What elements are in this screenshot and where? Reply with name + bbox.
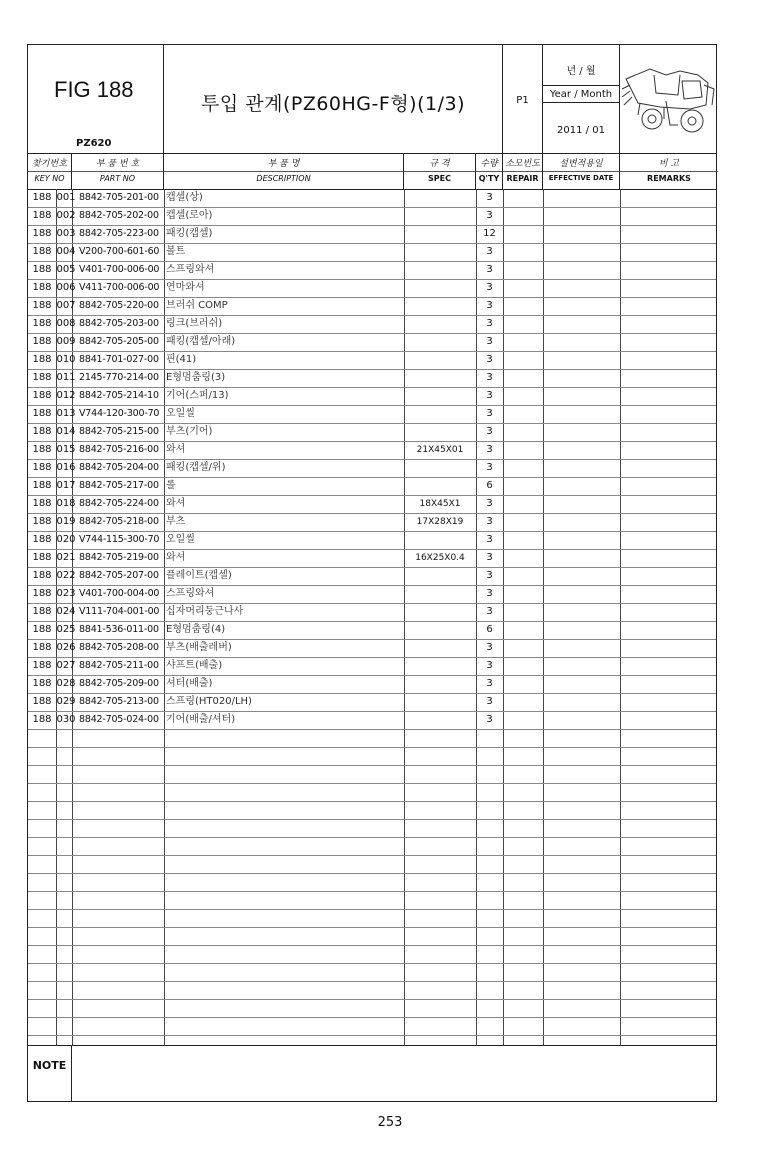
part-no-cell: V200-700-601-60 — [79, 246, 160, 257]
qty-cell: 3 — [486, 318, 493, 329]
col-remarks — [620, 153, 718, 189]
table-row — [28, 693, 716, 712]
table-row — [28, 315, 716, 334]
empty-row — [28, 963, 716, 982]
empty-row — [28, 909, 716, 928]
col-repair — [503, 153, 543, 189]
description-cell: E형멈춤링(4) — [166, 624, 226, 635]
spec-cell: 21X45X01 — [416, 445, 464, 455]
spec-cell — [405, 279, 475, 297]
part-no-cell: 8842-705-202-00 — [79, 210, 159, 221]
figure-number: FIG 188 — [54, 77, 134, 102]
empty-row — [28, 855, 716, 874]
spec-cell — [405, 675, 475, 693]
table-row — [28, 513, 716, 532]
description-cell: 스프링(HT020/LH) — [166, 696, 252, 707]
col-part — [72, 153, 164, 189]
item-no-cell: 030 — [56, 714, 76, 725]
table-row — [28, 423, 716, 442]
qty-cell: 3 — [486, 714, 493, 725]
key-no-cell: 188 — [32, 534, 52, 545]
key-no-cell: 188 — [32, 570, 52, 581]
description-cell: 롤 — [166, 480, 176, 491]
qty-cell: 3 — [486, 552, 493, 563]
qty-cell: 3 — [486, 498, 493, 509]
col-repair-en: REPAIR — [506, 174, 539, 183]
part-no-cell: 8842-705-207-00 — [79, 570, 159, 581]
key-no-cell: 188 — [32, 264, 52, 275]
empty-row — [28, 945, 716, 964]
note-section — [28, 1045, 716, 1102]
qty-cell: 3 — [486, 462, 493, 473]
qty-cell: 3 — [486, 372, 493, 383]
item-no-cell: 002 — [56, 210, 76, 221]
key-no-cell: 188 — [32, 642, 52, 653]
table-row — [28, 351, 716, 370]
spec-cell — [405, 189, 475, 207]
part-no-cell: 8842-705-205-00 — [79, 336, 159, 347]
page-title: 투입 관계(PZ60HG-F형)(1/3) — [201, 93, 465, 115]
part-no-cell: 8841-701-027-00 — [79, 354, 159, 365]
item-no-cell: 025 — [56, 624, 76, 635]
part-no-cell: 8842-705-209-00 — [79, 678, 159, 689]
empty-row — [28, 819, 716, 838]
key-no-cell: 188 — [32, 210, 52, 221]
col-spec-en: SPEC — [428, 174, 451, 183]
description-cell: 와셔 — [166, 552, 186, 563]
part-no-cell: 8842-705-213-00 — [79, 696, 159, 707]
key-no-cell: 188 — [32, 372, 52, 383]
key-no-cell: 188 — [32, 336, 52, 347]
description-cell: 링크(브러쉬) — [166, 318, 223, 329]
spec-cell: 16X25X0.4 — [415, 553, 465, 563]
table-row — [28, 639, 716, 658]
table-row — [28, 243, 716, 262]
qty-cell: 3 — [486, 606, 493, 617]
description-cell: 십자머리둥근나사 — [166, 606, 244, 617]
empty-row — [28, 927, 716, 946]
qty-cell: 3 — [486, 390, 493, 401]
description-cell: 기어(배출/셔터) — [166, 714, 236, 725]
qty-cell: 3 — [486, 354, 493, 365]
col-remarks-en: REMARKS — [647, 174, 691, 183]
description-cell: 패킹(캡셀/위) — [166, 462, 226, 473]
description-cell: 캡셀(로아) — [166, 210, 213, 221]
qty-cell: 3 — [486, 570, 493, 581]
part-no-cell: 8842-705-024-00 — [79, 714, 159, 725]
qty-cell: 3 — [486, 660, 493, 671]
table-row — [28, 405, 716, 424]
spec-cell — [405, 315, 475, 333]
spec-cell — [405, 423, 475, 441]
col-part-en: PART NO — [99, 174, 136, 183]
empty-row — [28, 783, 716, 802]
table-row — [28, 387, 716, 406]
col-spec-ko: 규 격 — [429, 159, 450, 169]
item-no-cell: 026 — [56, 642, 76, 653]
empty-row — [28, 1017, 716, 1036]
table-row — [28, 279, 716, 298]
spec-cell — [405, 639, 475, 657]
date-label-ko: 년 / 월 — [566, 66, 596, 77]
item-no-cell: 018 — [56, 498, 76, 509]
part-no-cell: 8841-536-011-00 — [79, 624, 159, 635]
key-no-cell: 188 — [32, 318, 52, 329]
title-cell — [164, 45, 503, 153]
qty-cell: 3 — [486, 588, 493, 599]
part-no-cell: 8842-705-218-00 — [79, 516, 159, 527]
description-cell: 패킹(캡셀) — [166, 228, 213, 239]
item-no-cell: 011 — [56, 372, 76, 383]
key-no-cell: 188 — [32, 624, 52, 635]
table-row — [28, 549, 716, 568]
item-no-cell: 019 — [56, 516, 76, 527]
col-desc-en: DESCRIPTION — [256, 174, 311, 183]
date-value: 2011 / 01 — [557, 125, 605, 136]
empty-row — [28, 999, 716, 1018]
description-cell: 오일씰 — [166, 534, 195, 545]
key-no-cell: 188 — [32, 228, 52, 239]
key-no-cell: 188 — [32, 390, 52, 401]
empty-row — [28, 981, 716, 1000]
qty-cell: 3 — [486, 444, 493, 455]
spec-cell — [405, 657, 475, 675]
spec-cell — [405, 297, 475, 315]
spec-cell — [405, 333, 475, 351]
model-name: PZ620 — [76, 138, 112, 149]
sheet-page: P1 — [516, 95, 529, 106]
spec-cell: 17X28X19 — [416, 517, 464, 527]
spec-cell — [405, 405, 475, 423]
spec-cell — [405, 261, 475, 279]
key-no-cell: 188 — [32, 300, 52, 311]
key-no-cell: 188 — [32, 588, 52, 599]
spec-cell — [405, 207, 475, 225]
qty-cell: 12 — [483, 228, 496, 239]
table-row — [28, 261, 716, 280]
key-no-cell: 188 — [32, 606, 52, 617]
item-no-cell: 015 — [56, 444, 76, 455]
empty-row — [28, 891, 716, 910]
item-no-cell: 005 — [56, 264, 76, 275]
key-no-cell: 188 — [32, 444, 52, 455]
spec-cell — [405, 351, 475, 369]
table-row — [28, 711, 716, 730]
item-no-cell: 020 — [56, 534, 76, 545]
key-no-cell: 188 — [32, 498, 52, 509]
table-row — [28, 225, 716, 244]
table-row — [28, 585, 716, 604]
part-no-cell: 8842-705-208-00 — [79, 642, 159, 653]
qty-cell: 3 — [486, 336, 493, 347]
table-row — [28, 495, 716, 514]
qty-cell: 3 — [486, 210, 493, 221]
part-no-cell: V744-120-300-70 — [79, 408, 160, 419]
col-effective-date — [543, 153, 620, 189]
part-no-cell: 8842-705-214-10 — [79, 390, 159, 401]
description-cell: E형멈춤링(3) — [166, 372, 226, 383]
spec-cell — [405, 603, 475, 621]
qty-cell: 3 — [486, 516, 493, 527]
part-no-cell: 8842-705-220-00 — [79, 300, 159, 311]
col-key-ko: 찾기번호 — [32, 159, 67, 169]
empty-row — [28, 729, 716, 748]
parts-table — [28, 189, 716, 1045]
date-cell — [543, 45, 620, 153]
key-no-cell: 188 — [32, 696, 52, 707]
key-no-cell: 188 — [32, 552, 52, 563]
part-no-cell: 8842-705-201-00 — [79, 192, 159, 203]
qty-cell: 3 — [486, 192, 493, 203]
description-cell: 플레이트(캡셀) — [166, 570, 232, 581]
part-no-cell: 8842-705-216-00 — [79, 444, 159, 455]
item-no-cell: 009 — [56, 336, 76, 347]
description-cell: 부츠(배출레버) — [166, 642, 232, 653]
key-no-cell: 188 — [32, 246, 52, 257]
qty-cell: 3 — [486, 534, 493, 545]
table-row — [28, 333, 716, 352]
item-no-cell: 022 — [56, 570, 76, 581]
col-key-en: KEY NO — [34, 174, 65, 183]
item-no-cell: 024 — [56, 606, 76, 617]
col-spec — [404, 153, 476, 189]
table-row — [28, 297, 716, 316]
note-label: NOTE — [28, 1046, 72, 1102]
item-no-cell: 007 — [56, 300, 76, 311]
table-row — [28, 675, 716, 694]
item-no-cell: 003 — [56, 228, 76, 239]
col-remarks-ko: 비 고 — [658, 159, 680, 169]
spec-cell — [405, 585, 475, 603]
key-no-cell: 188 — [32, 516, 52, 527]
description-cell: 부츠(기어) — [166, 426, 213, 437]
part-no-cell: V411-700-006-00 — [79, 282, 160, 293]
column-headers — [28, 153, 716, 190]
part-no-cell: V401-700-004-00 — [79, 588, 160, 599]
table-row — [28, 603, 716, 622]
item-no-cell: 029 — [56, 696, 76, 707]
description-cell: 스프링와셔 — [166, 264, 215, 275]
col-key — [28, 153, 72, 189]
part-no-cell: V111-704-001-00 — [79, 606, 160, 617]
qty-cell: 3 — [486, 246, 493, 257]
spec-cell — [405, 477, 475, 495]
table-row — [28, 207, 716, 226]
qty-cell: 3 — [486, 678, 493, 689]
item-no-cell: 013 — [56, 408, 76, 419]
key-no-cell: 188 — [32, 714, 52, 725]
key-no-cell: 188 — [32, 192, 52, 203]
part-no-cell: 8842-705-203-00 — [79, 318, 159, 329]
machine-illustration-cell — [620, 45, 718, 153]
empty-row — [28, 837, 716, 856]
parts-sheet — [27, 44, 717, 1102]
description-cell: 샤프트(배출) — [166, 660, 223, 671]
item-no-cell: 021 — [56, 552, 76, 563]
part-no-cell: 8842-705-224-00 — [79, 498, 159, 509]
qty-cell: 6 — [486, 624, 493, 635]
part-no-cell: 8842-705-217-00 — [79, 480, 159, 491]
description-cell: 스프링와셔 — [166, 588, 215, 599]
item-no-cell: 006 — [56, 282, 76, 293]
col-desc — [164, 153, 404, 189]
spec-cell — [405, 711, 475, 729]
qty-cell: 6 — [486, 480, 493, 491]
description-cell: 브러쉬 COMP — [166, 300, 228, 311]
item-no-cell: 010 — [56, 354, 76, 365]
empty-row — [28, 747, 716, 766]
qty-cell: 3 — [486, 426, 493, 437]
part-no-cell: 8842-705-215-00 — [79, 426, 159, 437]
item-no-cell: 014 — [56, 426, 76, 437]
description-cell: 부츠 — [166, 516, 186, 527]
col-eff-ko: 설변적용일 — [559, 159, 603, 169]
table-row — [28, 531, 716, 550]
spec-cell — [405, 243, 475, 261]
key-no-cell: 188 — [32, 354, 52, 365]
col-desc-ko: 부 품 명 — [267, 159, 300, 169]
date-label-en: Year / Month — [543, 85, 619, 103]
spec-cell — [405, 693, 475, 711]
table-row — [28, 189, 716, 208]
key-no-cell: 188 — [32, 282, 52, 293]
empty-row — [28, 765, 716, 784]
table-row — [28, 369, 716, 388]
key-no-cell: 188 — [32, 462, 52, 473]
item-no-cell: 008 — [56, 318, 76, 329]
spec-cell — [405, 531, 475, 549]
col-part-ko: 부 품 번 호 — [95, 159, 140, 169]
spec-cell: 18X45X1 — [419, 499, 461, 509]
rice-transplanter-illustration — [620, 45, 718, 153]
description-cell: 볼트 — [166, 246, 186, 257]
spec-cell — [405, 225, 475, 243]
item-no-cell: 004 — [56, 246, 76, 257]
qty-cell: 3 — [486, 408, 493, 419]
key-no-cell: 188 — [32, 426, 52, 437]
table-row — [28, 567, 716, 586]
part-no-cell: 8842-705-223-00 — [79, 228, 159, 239]
qty-cell: 3 — [486, 282, 493, 293]
description-cell: 와셔 — [166, 498, 186, 509]
figure-cell — [28, 45, 164, 153]
key-no-cell: 188 — [32, 480, 52, 491]
key-no-cell: 188 — [32, 678, 52, 689]
sheet-header — [28, 45, 716, 154]
spec-cell — [405, 567, 475, 585]
description-cell: 오일씰 — [166, 408, 195, 419]
table-row — [28, 459, 716, 478]
item-no-cell: 016 — [56, 462, 76, 473]
table-row — [28, 477, 716, 496]
empty-row — [28, 873, 716, 892]
item-no-cell: 012 — [56, 390, 76, 401]
table-row — [28, 657, 716, 676]
col-qty-ko: 수량 — [480, 159, 498, 169]
item-no-cell: 017 — [56, 480, 76, 491]
description-cell: 기어(스퍼/13) — [166, 390, 229, 401]
spec-cell — [405, 621, 475, 639]
empty-row — [28, 801, 716, 820]
part-no-cell: 8842-705-219-00 — [79, 552, 159, 563]
part-no-cell: 8842-705-204-00 — [79, 462, 159, 473]
qty-cell: 3 — [486, 696, 493, 707]
description-cell: 와셔 — [166, 444, 186, 455]
part-no-cell: V401-700-006-00 — [79, 264, 160, 275]
part-no-cell: 8842-705-211-00 — [79, 660, 159, 671]
table-row — [28, 441, 716, 460]
item-no-cell: 023 — [56, 588, 76, 599]
description-cell: 연마와셔 — [166, 282, 205, 293]
page-cell — [503, 45, 543, 153]
spec-cell — [405, 387, 475, 405]
description-cell: 패킹(캡셀/아래) — [166, 336, 236, 347]
description-cell: 셔터(배출) — [166, 678, 213, 689]
description-cell: 캡셀(상) — [166, 192, 203, 203]
spec-cell — [405, 369, 475, 387]
col-eff-en: EFFECTIVE DATE — [548, 174, 614, 182]
key-no-cell: 188 — [32, 408, 52, 419]
item-no-cell: 001 — [56, 192, 76, 203]
col-qty — [476, 153, 503, 189]
item-no-cell: 027 — [56, 660, 76, 671]
part-no-cell: V744-115-300-70 — [79, 534, 160, 545]
qty-cell: 3 — [486, 264, 493, 275]
col-qty-en: Q'TY — [478, 174, 500, 183]
page-number: 253 — [377, 1115, 403, 1130]
part-no-cell: 2145-770-214-00 — [79, 372, 159, 383]
qty-cell: 3 — [486, 300, 493, 311]
col-repair-ko: 소모빈도 — [505, 159, 540, 169]
item-no-cell: 028 — [56, 678, 76, 689]
description-cell: 핀(41) — [166, 354, 197, 365]
qty-cell: 3 — [486, 642, 493, 653]
key-no-cell: 188 — [32, 660, 52, 671]
spec-cell — [405, 459, 475, 477]
table-row — [28, 621, 716, 640]
